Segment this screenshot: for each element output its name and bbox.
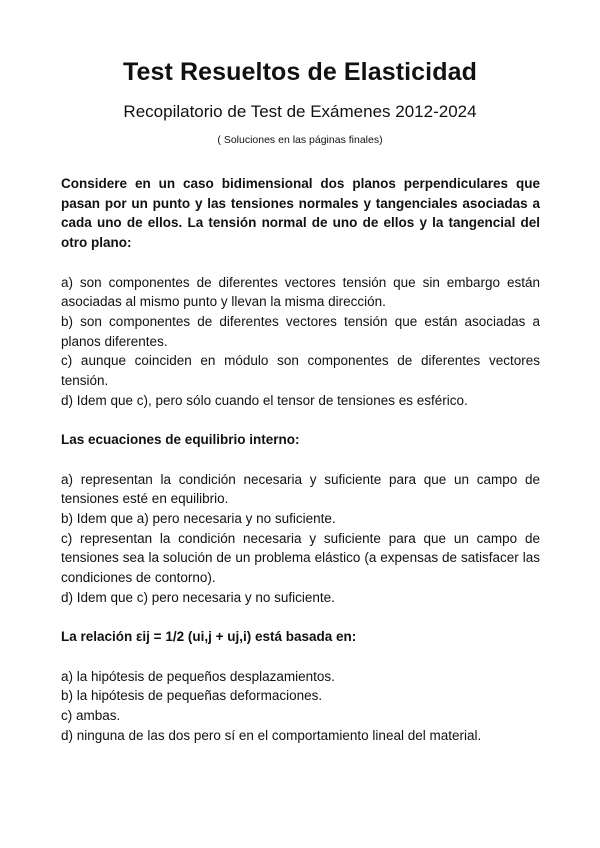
question-2-option-d: d) Idem que c) pero necesaria y no suficiente. [61, 589, 335, 605]
document-subtitle: Recopilatorio de Test de Exámenes 2012-2024 [123, 102, 477, 121]
question-1-option-b: b) son componentes de diferentes vectores tensión que están asociadas a planos diferentes. [61, 313, 540, 349]
solutions-note: ( Soluciones en las páginas finales) [217, 134, 383, 146]
question-1-option-d: d) Idem que c), pero sólo cuando el tensor de tensiones es esférico. [61, 392, 468, 408]
questions-list [61, 174, 540, 765]
question-3-option-b: b) la hipótesis de pequeñas deformaciones. [61, 688, 323, 704]
question-3-options [61, 667, 540, 746]
question-3-text: La relación εij = 1/2 (ui,j + uj,i) está basada en: [61, 629, 357, 645]
question-1-text: Considere en un caso bidimensional dos planos perpendiculares que pasan por un punto y las tensiones normales y tangenciales asociadas a cada uno de ellos. La tensión normal de uno de ellos y la tangencial del otro plano: [61, 176, 540, 251]
question-2-options [61, 470, 540, 608]
question-2-option-a: a) representan la condición necesaria y suficiente para que un campo de tensiones esté en equilibrio. [61, 471, 540, 507]
question-3-option-c: c) ambas. [61, 707, 121, 723]
document-title: Test Resueltos de Elasticidad [123, 58, 477, 86]
question-2-option-b: b) Idem que a) pero necesaria y no suficiente. [61, 510, 336, 526]
question-1-options [61, 273, 540, 411]
question-3-option-d: d) ninguna de las dos pero sí en el comportamiento lineal del material. [61, 727, 482, 743]
question-1-option-a: a) son componentes de diferentes vectores tensión que sin embargo están asociadas al mismo punto y llevan la misma dirección. [61, 274, 540, 310]
question-2-text: Las ecuaciones de equilibrio interno: [61, 432, 300, 448]
question-1-option-c: c) aunque coinciden en módulo son componentes de diferentes vectores tensión. [61, 353, 540, 389]
question-2-option-c: c) representan la condición necesaria y suficiente para que un campo de tensiones sea la solución de un problema elástico (a expensas de satisfacer las condiciones de contorno). [61, 530, 540, 586]
question-3-option-a: a) la hipótesis de pequeños desplazamientos. [61, 668, 335, 684]
